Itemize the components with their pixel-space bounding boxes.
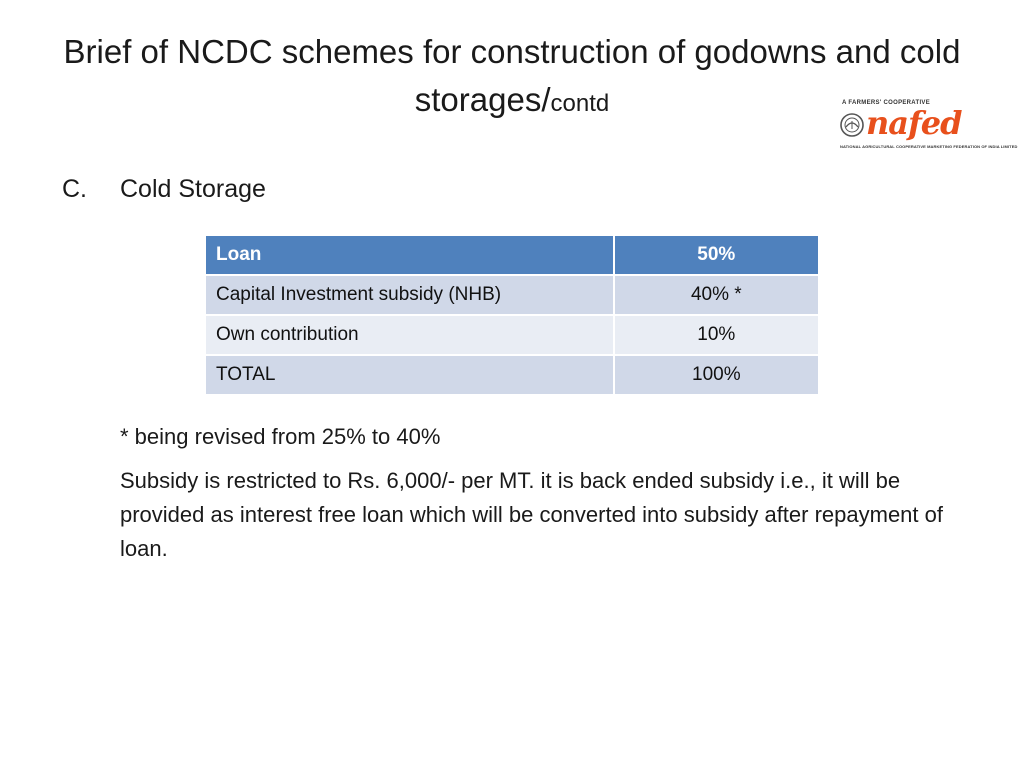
section-heading	[62, 170, 266, 208]
slide-title	[60, 28, 964, 128]
table-cell-value: 40% *	[614, 275, 819, 315]
table-row	[205, 355, 819, 395]
table-row	[205, 275, 819, 315]
funding-table	[204, 234, 820, 396]
nafed-logo	[836, 100, 1018, 154]
table-header-row	[205, 235, 819, 275]
emblem-seal-icon	[840, 113, 864, 137]
table-header-value: 50%	[614, 235, 819, 275]
section-letter: C.	[62, 175, 87, 203]
table-header-label: Loan	[205, 235, 614, 275]
table-cell-value: 10%	[614, 315, 819, 355]
subsidy-paragraph: Subsidy is restricted to Rs. 6,000/- per MT. it is back ended subsidy i.e., it will be provided as interest free loan which will be converted into subsidy after repayment of loan.	[120, 468, 943, 561]
logo-wordmark: nafed	[866, 104, 962, 142]
table-cell-label: Capital Investment subsidy (NHB)	[205, 275, 614, 315]
logo-fullname: NATIONAL AGRICULTURAL COOPERATIVE MARKETING FEDERATION OF INDIA LIMITED	[840, 144, 1018, 149]
footnote: * being revised from 25% to 40%	[120, 424, 441, 449]
table-cell-label: Own contribution	[205, 315, 614, 355]
table-cell-label: TOTAL	[205, 355, 614, 395]
logo-tagline: A FARMERS' COOPERATIVE	[842, 100, 931, 106]
table-cell-value: 100%	[614, 355, 819, 395]
title-suffix: contd	[550, 90, 610, 117]
title-main: Brief of NCDC schemes for construction of godowns and cold storages/	[63, 33, 961, 118]
table-row	[205, 315, 819, 355]
section-title: Cold Storage	[120, 175, 266, 203]
